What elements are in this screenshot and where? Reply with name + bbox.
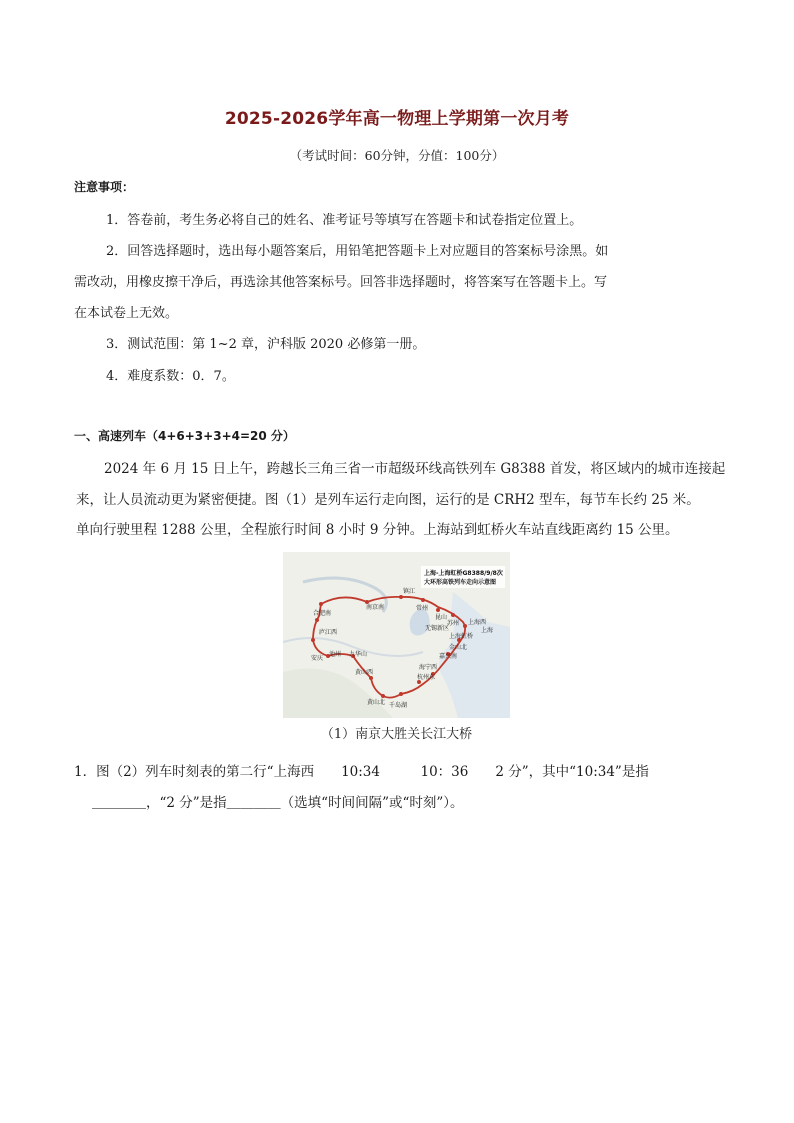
station-label-changzhou: 常州	[416, 605, 429, 612]
question-1-line-1: 1．图（2）列车时刻表的第二行“上海西 10:34 10：36 2 分”，其中“10:34”是指	[74, 764, 649, 780]
notice-item-2-cont: 需改动，用橡皮擦干净后，再选涂其他答案标号。回答非选择题时，将答案写在答题卡上。写	[74, 275, 608, 290]
station-label-kunshan: 昆山	[435, 614, 448, 621]
notice-item-2: 2．回答选择题时，选出每小题答案后，用铅笔把答题卡上对应题目的答案标号涂黑。如	[106, 244, 609, 259]
station-label-wuxixinqu: 无锡新区	[425, 625, 450, 632]
station-label-qiandaohu: 千岛湖	[389, 702, 408, 709]
section-paragraph-line-3: 单向行驶里程 1288 公里，全程旅行时间 8 小时 9 分钟。上海站到虹桥火车站直线距离约 15 公里。	[76, 522, 679, 538]
station-label-zhenjiang: 镇江	[403, 588, 416, 595]
route-map-graphic	[283, 552, 510, 718]
station-label-huangshanxi: 黄山西	[355, 669, 374, 676]
station-label-jiaxingnan: 嘉兴南	[439, 653, 458, 660]
station-label-hefeinan: 合肥南	[313, 610, 332, 617]
station-label-anqing: 安庆	[311, 655, 324, 662]
figure-caption: （1）南京大胜关长江大桥	[320, 727, 473, 742]
section-heading: 一、高速列车（4+6+3+3+4=20 分）	[74, 429, 295, 443]
station-label-shanghai: 上海	[481, 627, 494, 634]
notice-item-3: 3．测试范围：第 1~2 章，沪科版 2020 必修第一册。	[106, 337, 426, 352]
station-label-suzhou: 苏州	[447, 620, 460, 627]
station-label-hangzhoudong: 杭州东	[417, 674, 436, 681]
station-label-jiuhuashan: 九华山	[349, 651, 368, 658]
station-label-jinshanbei: 金山北	[449, 644, 468, 651]
station-label-shanghaixi: 上海西	[468, 619, 487, 626]
map-title-line-1: 上海-上海虹桥G8388/9/8次	[424, 570, 503, 577]
station-label-lujiangxi: 庐江西	[319, 629, 338, 636]
station-label-huangshanbei: 黄山北	[367, 699, 386, 706]
exam-subtitle: （考试时间：60分钟，分值：100分）	[289, 148, 505, 163]
section-paragraph-line-2: 来，让人员流动更为紧密便捷。图（1）是列车运行走向图，运行的是 CRH2 型车，每节车长约 25 米。	[76, 492, 700, 508]
notice-item-1: 1．答卷前，考生务必将自己的姓名、准考证号等填写在答题卡和试卷指定位置上。	[106, 213, 583, 228]
notice-heading: 注意事项：	[74, 180, 135, 194]
exam-title: 2025-2026学年高一物理上学期第一次月考	[224, 109, 570, 129]
station-label-hainingxi: 海宁西	[419, 664, 438, 671]
station-label-shanghaihongqiao: 上海虹桥	[449, 633, 474, 640]
train-route-map	[283, 552, 510, 718]
map-title-line-2: 大环形高铁列车走向示意图	[424, 579, 497, 586]
notice-item-2-end: 在本试卷上无效。	[74, 306, 179, 321]
station-label-chizhou: 池州	[329, 651, 342, 658]
station-label-nanjingnan: 南京南	[366, 604, 385, 611]
section-paragraph-line-1: 2024 年 6 月 15 日上午，跨越长三角三省一市超级环线高铁列车 G8388 首发，将区域内的城市连接起	[104, 461, 726, 477]
question-1-line-2: ＿＿＿＿，“2 分”是指＿＿＿＿（选填“时间间隔”或“时刻”）。	[92, 795, 464, 811]
notice-item-4: 4．难度系数：0．7。	[106, 369, 235, 384]
